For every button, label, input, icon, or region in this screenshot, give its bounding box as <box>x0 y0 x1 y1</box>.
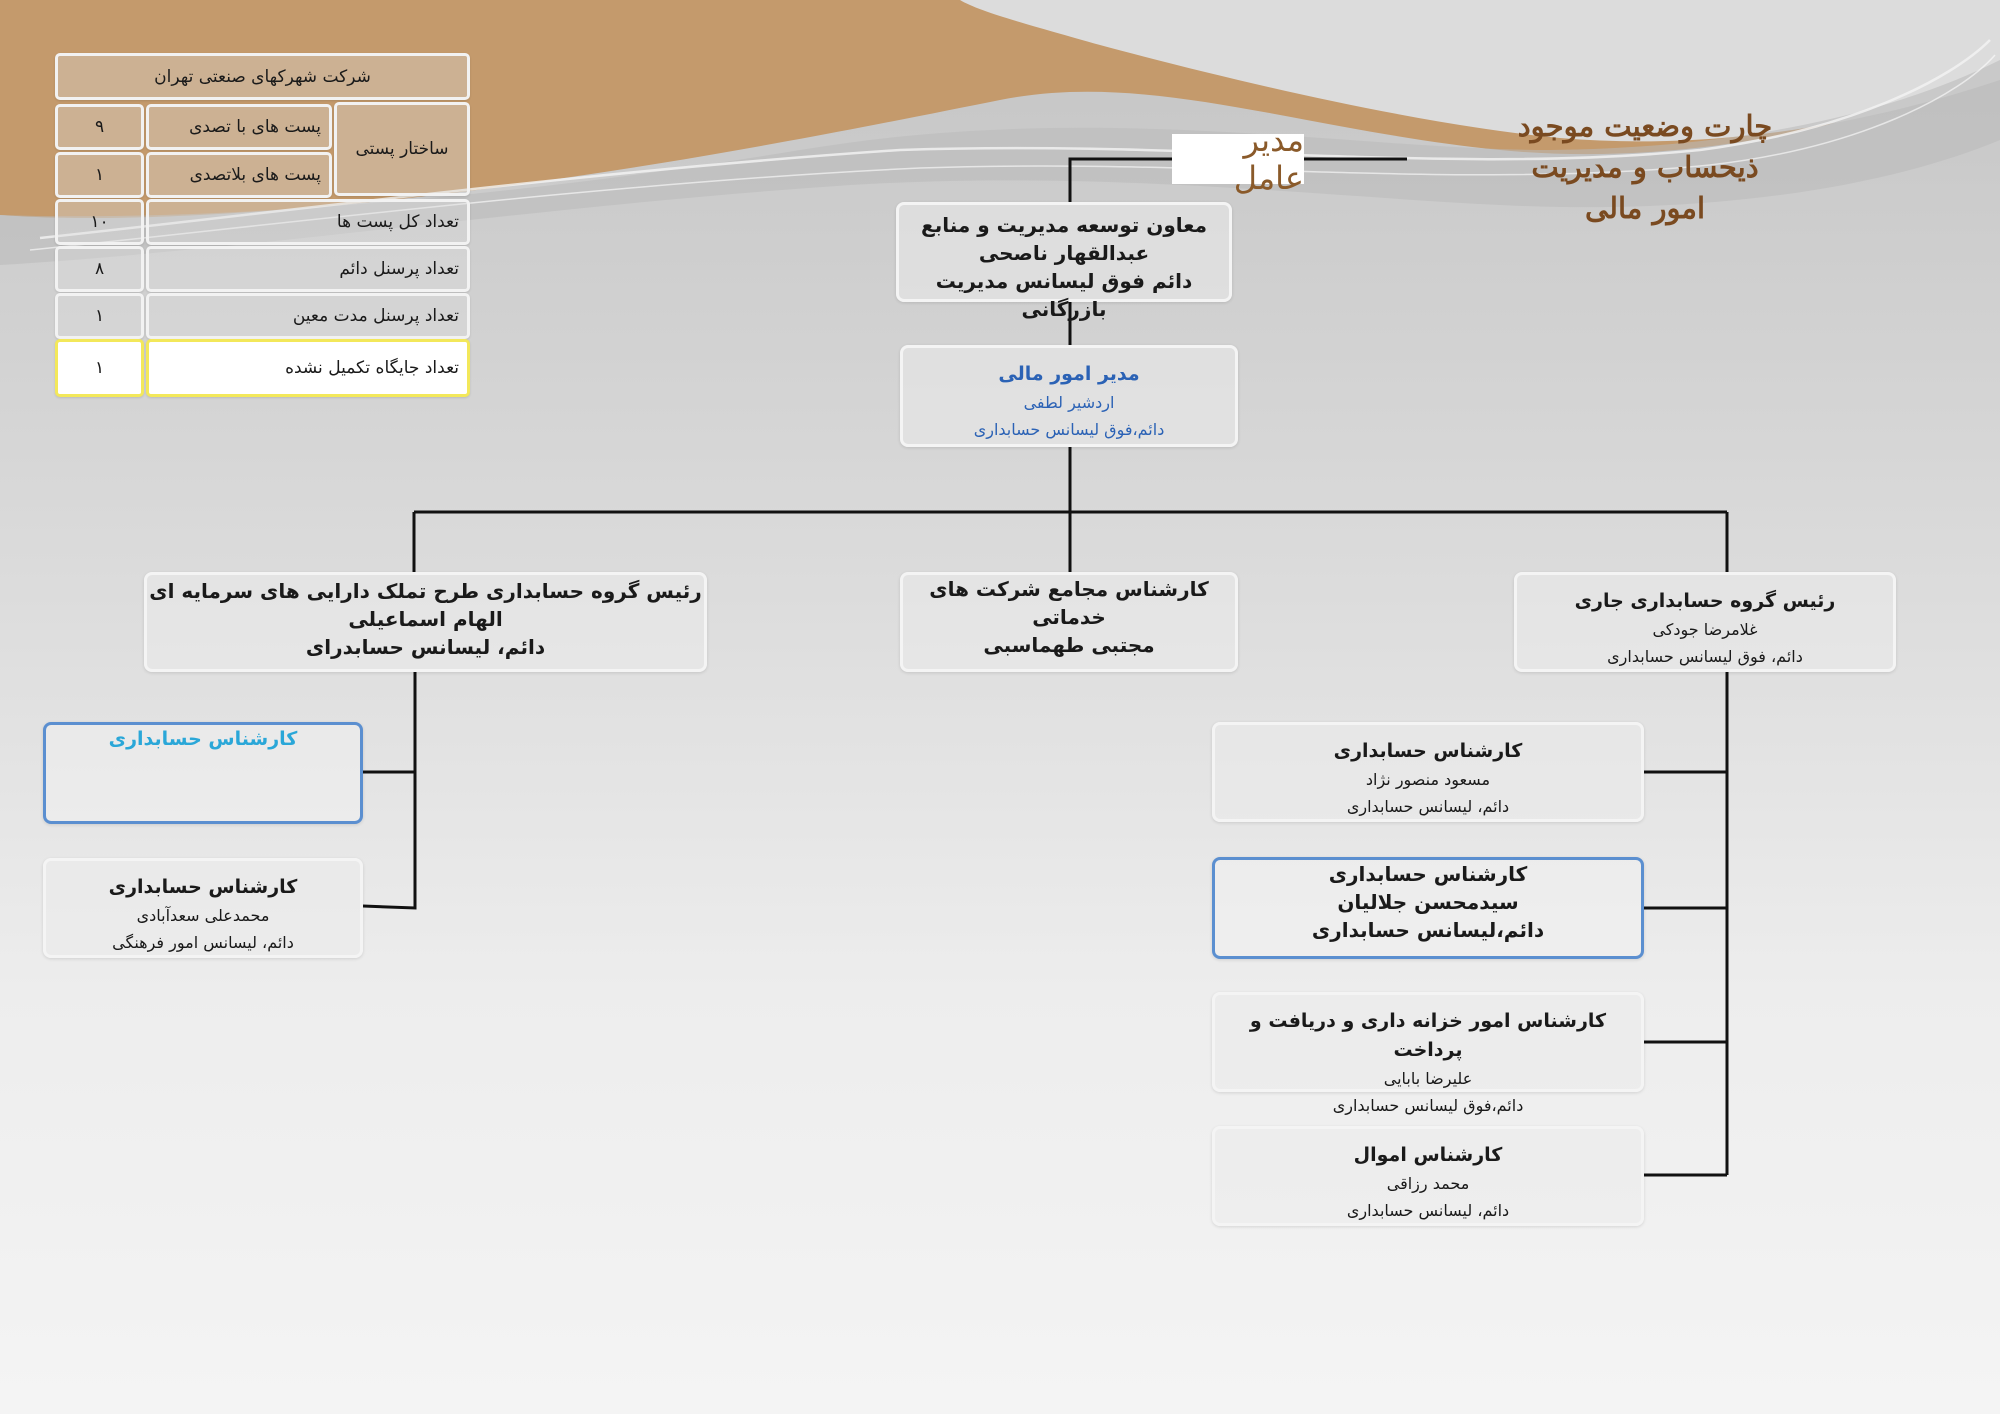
chart-title <box>1470 106 1820 229</box>
table-row-permanent-value: ۸ <box>55 246 144 292</box>
node-vacant-accounting-title: کارشناس حسابداری <box>108 728 298 750</box>
node-deputy-name: عبدالقهار ناصحی <box>978 241 1150 265</box>
node-accounting-mansournejad-info: دائم، لیسانس حسابداری <box>1346 797 1510 816</box>
node-accounting-saadabadi-title: کارشناس حسابداری <box>108 876 298 898</box>
node-accounting-jalalian-title: کارشناس حسابداری <box>1328 862 1528 886</box>
node-vacant-accounting[interactable] <box>43 722 363 824</box>
node-deputy-title: معاون توسعه مدیریت و منابع <box>921 213 1207 237</box>
node-property-expert-info: دائم، لیسانس حسابداری <box>1346 1201 1510 1220</box>
table-row-contract-label: تعداد پرسنل مدت معین <box>146 293 470 339</box>
node-group-head-current-name: غلامرضا جودکی <box>1652 620 1758 639</box>
node-group-head-current-title: رئیس گروه حسابداری جاری <box>1574 590 1836 612</box>
node-finance-manager[interactable] <box>900 345 1238 447</box>
table-row-permanent-label: تعداد پرسنل دائم <box>146 246 470 292</box>
node-accounting-jalalian-info: دائم،لیسانس حسابداری <box>1311 918 1545 942</box>
table-row-contract-value: ۱ <box>55 293 144 339</box>
node-treasury-expert-info: دائم،فوق لیسانس حسابداری <box>1332 1096 1524 1115</box>
node-finance-manager-name: اردشیر لطفی <box>1023 393 1115 412</box>
table-row-unfilled-value: ۱ <box>55 339 144 397</box>
table-row-filled-value: ۹ <box>55 104 144 150</box>
connector-current-children <box>1644 672 1727 1175</box>
table-row-total-label: تعداد کل پست ها <box>146 199 470 245</box>
node-property-expert[interactable] <box>1212 1126 1644 1226</box>
node-accounting-saadabadi-name: محمدعلی سعدآبادی <box>136 906 270 925</box>
node-group-head-capital-title: رئیس گروه حسابداری طرح تملک دارایی های سرمایه ای <box>149 579 702 603</box>
node-accounting-saadabadi[interactable] <box>43 858 363 958</box>
table-row-filled-label: پست های با تصدی <box>146 104 332 150</box>
chart-title-line-2: ذیحساب و مدیریت <box>1531 150 1759 184</box>
connector-manager-branches <box>414 447 1727 572</box>
node-treasury-expert-name: علیرضا بابایی <box>1383 1069 1473 1088</box>
table-row-vacant-label: پست های بلاتصدی <box>146 152 332 198</box>
node-group-head-capital[interactable] <box>144 572 707 672</box>
table-company-header: شرکت شهرکهای صنعتی تهران <box>55 53 470 100</box>
node-assemblies-expert-title: کارشناس مجامع شرکت های خدماتی <box>929 577 1209 629</box>
node-assemblies-expert[interactable] <box>900 572 1238 672</box>
node-accounting-mansournejad[interactable] <box>1212 722 1644 822</box>
node-group-head-capital-name: الهام اسماعیلی <box>348 607 503 631</box>
node-finance-manager-info: دائم،فوق لیسانس حسابداری <box>973 420 1165 439</box>
node-group-head-capital-info: دائم، لیسانس حسابدرای <box>305 635 546 659</box>
node-accounting-mansournejad-name: مسعود منصور نژاد <box>1365 770 1491 789</box>
node-treasury-expert[interactable] <box>1212 992 1644 1115</box>
table-row-total-value: ۱۰ <box>55 199 144 245</box>
chart-title-line-1: چارت وضعیت موجود <box>1517 109 1773 143</box>
node-assemblies-expert-name: مجتبی طهماسبی <box>983 633 1155 657</box>
node-deputy-info: دائم فوق لیسانس مدیریت بازرگانی <box>935 269 1193 321</box>
node-accounting-jalalian-name: سیدمحسن جلالیان <box>1337 890 1519 914</box>
node-deputy[interactable] <box>896 202 1232 321</box>
table-row-vacant-value: ۱ <box>55 152 144 198</box>
node-group-head-current-info: دائم، فوق لیسانس حسابداری <box>1607 647 1803 666</box>
node-treasury-expert-title: کارشناس امور خزانه داری و دریافت و پرداخت <box>1249 1010 1607 1061</box>
connector-capital-children <box>363 672 415 908</box>
node-property-expert-name: محمد رزاقی <box>1386 1174 1470 1193</box>
node-finance-manager-title: مدیر امور مالی <box>998 363 1140 385</box>
table-row-unfilled-label: تعداد جایگاه تکمیل نشده <box>146 339 470 397</box>
node-accounting-mansournejad-title: کارشناس حسابداری <box>1333 740 1523 762</box>
ceo-label[interactable]: مدیر عامل <box>1172 134 1304 184</box>
table-structure-label: ساختار پستی <box>334 102 470 196</box>
node-property-expert-title: کارشناس اموال <box>1353 1144 1503 1166</box>
chart-title-line-3: امور مالی <box>1584 191 1706 225</box>
node-accounting-saadabadi-info: دائم، لیسانس امور فرهنگی <box>112 933 294 952</box>
node-group-head-current[interactable] <box>1514 572 1896 672</box>
node-accounting-jalalian[interactable] <box>1212 857 1644 959</box>
